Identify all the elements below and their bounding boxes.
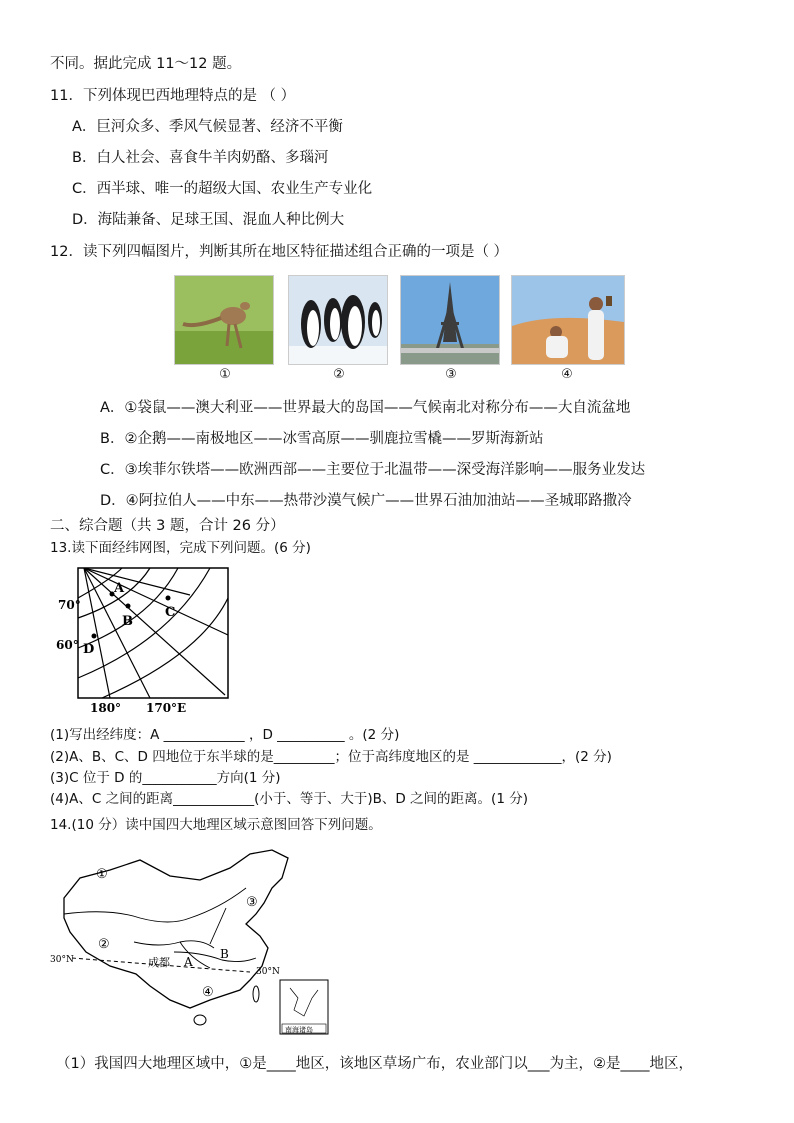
- lat-70-label: 70°: [58, 598, 81, 612]
- caption-3: ③: [445, 367, 457, 382]
- photo-kangaroo: [174, 275, 274, 365]
- region-1-label: ①: [96, 867, 108, 882]
- map-point-a-label: A: [184, 955, 193, 969]
- lat-30n-right-label: 30°N: [256, 967, 280, 977]
- q12-option-d: D．④阿拉伯人——中东——热带沙漠气候广——世界石油加油站——圣城耶路撒冷: [100, 493, 632, 509]
- region-2-label: ②: [98, 937, 110, 952]
- q12-option-b: B．②企鹅——南极地区——冰雪高原——驯鹿拉雪橇——罗斯海新站: [100, 431, 544, 447]
- q11-stem: 11．下列体现巴西地理特点的是 （ ）: [50, 88, 296, 104]
- q13-sub-2: (2)A、B、C、D 四地位于东半球的是_________；位于高纬度地区的是 _____________，(2 分): [50, 749, 612, 765]
- q14-sub-1: （1）我国四大地理区域中，①是____地区，该地区草场广布，农业部门以___为主，②是____地区，: [56, 1056, 693, 1072]
- region-3-label: ③: [246, 895, 258, 910]
- region-4-label: ④: [202, 985, 214, 1000]
- lat-30n-left-label: 30°N: [50, 955, 74, 965]
- section-2-heading: 二、综合题（共 3 题，合计 26 分）: [50, 518, 285, 534]
- lon-180-label: 180°: [90, 701, 122, 715]
- map-point-b-label: B: [220, 947, 229, 961]
- q12-option-a: A．①袋鼠——澳大利亚——世界最大的岛国——气候南北对称分布——大自流盆地: [100, 400, 631, 416]
- intro-tail: 不同。据此完成 11～12 题。: [50, 56, 242, 72]
- q13-sub-4: (4)A、C 之间的距离____________(小于、等于、大于)B、D 之间的距离。(1 分): [50, 791, 528, 807]
- q11-option-b: B．白人社会、喜食牛羊肉奶酪、多瑙河: [72, 150, 329, 166]
- caption-2: ②: [333, 367, 345, 382]
- q11-option-d: D．海陆兼备、足球王国、混血人种比例大: [72, 212, 345, 228]
- south-sea-islands-label: 南海诸岛: [285, 1026, 313, 1034]
- point-b-label: B: [122, 614, 133, 629]
- q13-stem: 13.读下面经纬网图，完成下列问题。(6 分): [50, 540, 311, 556]
- caption-1: ①: [219, 367, 231, 382]
- photo-arab-desert: [511, 275, 625, 365]
- q11-option-c: C．西半球、唯一的超级大国、农业生产专业化: [72, 181, 373, 197]
- caption-4: ④: [561, 367, 573, 382]
- point-a-label: A: [114, 581, 125, 596]
- q12-stem: 12．读下列四幅图片，判断其所在地区特征描述组合正确的一项是（ ）: [50, 244, 509, 260]
- lon-170e-label: 170°E: [146, 701, 187, 715]
- photo-eiffel-tower: [400, 275, 500, 365]
- graticule-map: [50, 560, 240, 720]
- chengdu-label: 成都: [148, 956, 170, 969]
- q11-option-a: A．巨河众多、季风气候显著、经济不平衡: [72, 119, 343, 135]
- point-d-label: D: [83, 642, 95, 657]
- point-c-label: C: [165, 605, 176, 620]
- lat-60-label: 60°: [56, 638, 79, 652]
- china-regions-map: [50, 848, 350, 1038]
- q14-stem: 14.(10 分）读中国四大地理区域示意图回答下列问题。: [50, 817, 382, 833]
- photo-penguins: [288, 275, 388, 365]
- q12-option-c: C．③埃菲尔铁塔——欧洲西部——主要位于北温带——深受海洋影响——服务业发达: [100, 462, 646, 478]
- q13-sub-3: (3)C 位于 D 的___________方向(1 分): [50, 770, 281, 786]
- q13-sub-1: (1)写出经纬度：A ____________ ，D __________ 。(2 分): [50, 727, 400, 743]
